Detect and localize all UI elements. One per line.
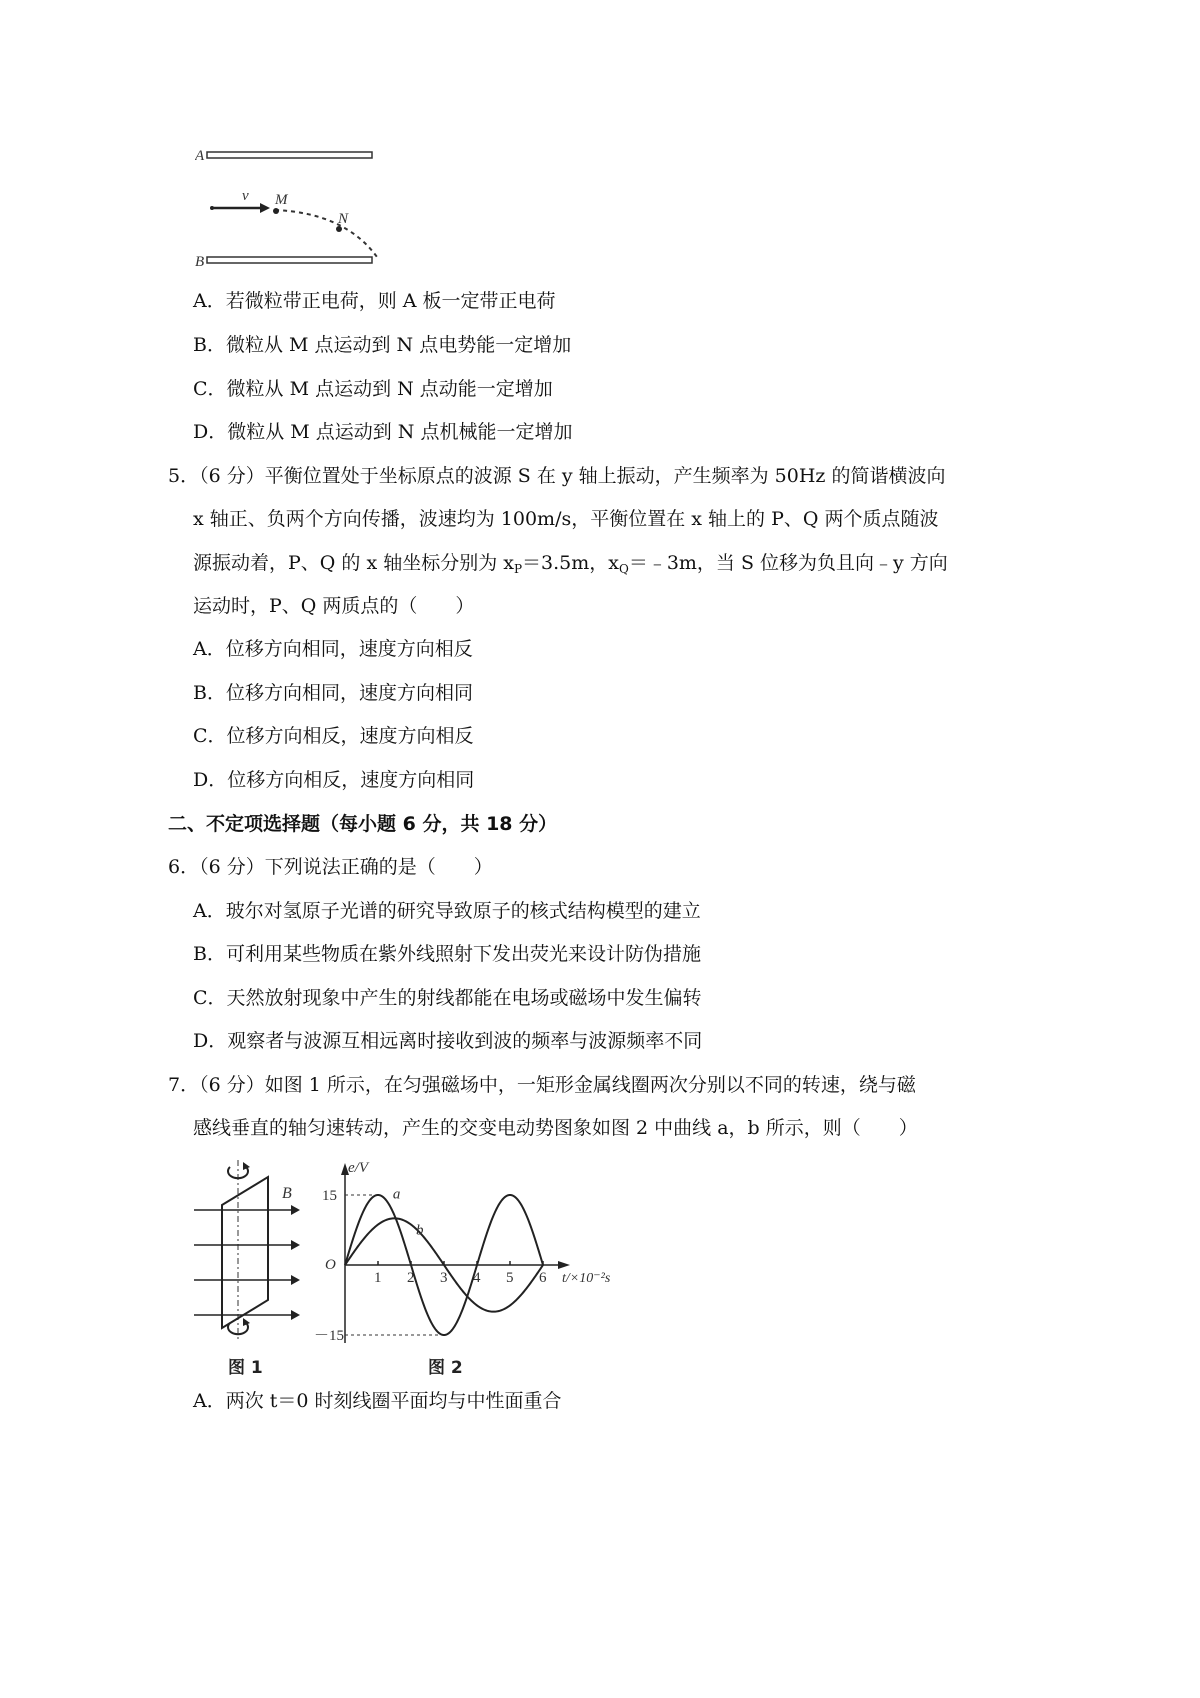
y-axis-label: e/V [348,1160,368,1176]
x-tick-label-6: 6 [539,1270,547,1286]
q5-line3-part-a: 源振动着，P、Q 的 x 轴坐标分别为 x [193,552,514,574]
coil [222,1177,268,1328]
q5-line3-part-b: ＝3.5m，x [522,552,619,574]
q4-option-b: B．微粒从 M 点运动到 N 点电势能一定增加 [193,334,572,356]
y-tick-label-min: －15 [314,1328,345,1345]
q4-option-c: C．微粒从 M 点运动到 N 点动能一定增加 [193,378,553,400]
q7-stem-line-2: 感线垂直的轴匀速转动，产生的交变电动势图象如图 2 中曲线 a，b 所示，则（ ） [193,1117,918,1139]
figure-1-caption: 图 1 [228,1358,263,1378]
q6-option-c: C．天然放射现象中产生的射线都能在电场或磁场中发生偏转 [193,987,702,1009]
x-tick-label-1: 1 [374,1270,382,1286]
velocity-arrowhead [260,203,270,213]
curve-a-label: a [392,1186,401,1203]
q6-option-a: A．玻尔对氢原子光谱的研究导致原子的核式结构模型的建立 [193,900,701,922]
q7-option-a: A．两次 t＝0 时刻线圈平面均与中性面重合 [193,1390,562,1412]
point-m [273,208,279,214]
q6-stem: 6．（6 分）下列说法正确的是（ ） [168,856,493,878]
particle-start [210,206,214,210]
q5-line3-part-c: ＝﹣3m，当 S 位移为负且向﹣y 方向 [628,552,948,574]
x-axis-label: t/×10⁻²s [562,1271,611,1286]
point-m-label: M [275,192,288,208]
plate-b [207,257,372,263]
x-tick-label-2: 2 [407,1270,415,1286]
q5-stem-line-1: 5．（6 分）平衡位置处于坐标原点的波源 S 在 y 轴上振动，产生频率为 50Hz 的简谐横波向 [168,465,946,487]
q5-option-c: C．位移方向相反，速度方向相反 [193,725,474,747]
plates-figure [195,145,395,275]
origin-label: O [325,1257,336,1273]
point-n-label: N [338,211,349,227]
q5-stem-line-4: 运动时，P、Q 两质点的（ ） [193,595,475,617]
curve-b-label: b [415,1222,424,1239]
section-2-heading: 二、不定项选择题（每小题 6 分，共 18 分） [168,813,558,835]
x-axis-arrowhead [558,1261,570,1269]
trajectory [275,210,377,257]
q6-option-d: D．观察者与波源互相远离时接收到波的频率与波源频率不同 [193,1030,703,1052]
q7-stem-line-1: 7．（6 分）如图 1 所示，在匀强磁场中，一矩形金属线圈两次分别以不同的转速，绕与磁 [168,1074,916,1096]
figure-2-caption: 图 2 [428,1358,463,1378]
q5-stem-line-2: x 轴正、负两个方向传播，波速均为 100m/s，平衡位置在 x 轴上的 P、Q 两个质点随波 [193,508,939,530]
field-label: B [282,1185,292,1202]
q5-subscript-q: Q [618,562,629,576]
plate-a-label: A [195,148,205,164]
field-arrowhead-3 [291,1275,300,1285]
q5-option-b: B．位移方向相同，速度方向相同 [193,682,473,704]
field-arrowhead-4 [291,1310,300,1320]
velocity-label: v [242,188,249,204]
plate-b-label: B [195,254,205,270]
q5-option-a: A．位移方向相同，速度方向相反 [193,638,473,660]
emf-chart [312,1155,637,1380]
x-tick-label-4: 4 [473,1270,481,1286]
q4-option-d: D．微粒从 M 点运动到 N 点机械能一定增加 [193,421,573,443]
field-arrowhead-1 [291,1205,300,1215]
y-tick-label-max: 15 [322,1187,337,1204]
q4-option-a: A．若微粒带正电荷，则 A 板一定带正电荷 [193,290,556,312]
q5-stem-line-3 [193,549,948,583]
x-tick-label-3: 3 [440,1270,448,1286]
field-arrowhead-2 [291,1240,300,1250]
q5-subscript-p: P [513,562,523,576]
q5-option-d: D．位移方向相反，速度方向相同 [193,769,475,791]
coil-figure [188,1155,313,1380]
x-tick-label-5: 5 [506,1270,514,1286]
q6-option-b: B．可利用某些物质在紫外线照射下发出荧光来设计防伪措施 [193,943,701,965]
plate-a [207,152,372,158]
